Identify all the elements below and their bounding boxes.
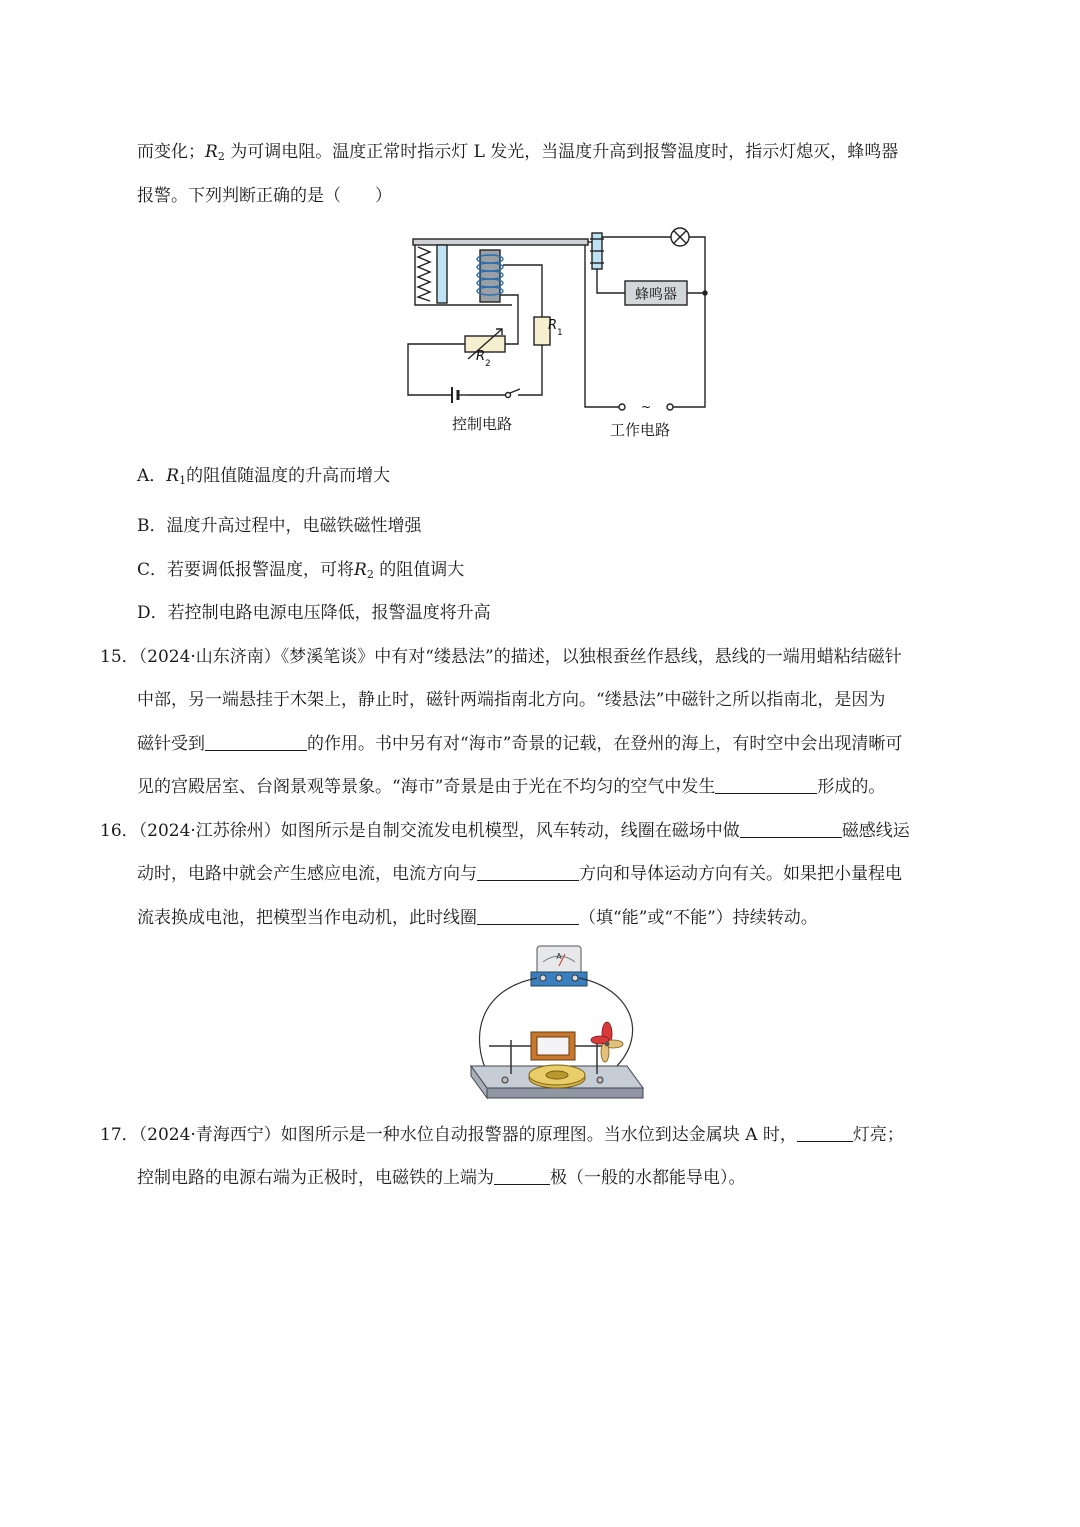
q15-blank-1[interactable] (205, 732, 307, 751)
q15-line2 (137, 687, 885, 713)
q16-text: 方向和导体运动方向有关。如果把小量程电 (579, 864, 902, 884)
r1-label: R (548, 318, 558, 333)
q15-line1 (100, 644, 902, 670)
q14-option-c (137, 557, 464, 588)
q14-text: 报警。下列判断正确的是（ ） (137, 186, 392, 206)
r2-label-sub: 2 (485, 359, 491, 369)
control-circuit-label: 控制电路 (452, 415, 513, 433)
q17-line1 (100, 1122, 904, 1148)
option-b-text: B．温度升高过程中，电磁铁磁性增强 (137, 516, 422, 536)
q14-option-a (137, 463, 390, 494)
q16-blank-2[interactable] (477, 862, 579, 881)
q15-number: 15． (100, 647, 139, 667)
q17-text: 极（一般的水都能导电）。 (550, 1168, 746, 1188)
q17-text: 灯亮； (852, 1125, 904, 1145)
q15-text: 见的宫殿居室、台阁景观等景象。“海市”奇景是由于光在不均匀的空气中发生 (137, 777, 716, 797)
armature-bar (413, 239, 588, 245)
option-c-text: C．若要调低报警温度，可将 (137, 560, 355, 580)
q16-line2 (137, 861, 902, 887)
q14-text: 为可调电阻。温度正常时指示灯 L 发光，当温度升高到报警温度时，指示灯熄灭，蜂鸣器 (224, 142, 899, 162)
option-d-text: D．若控制电路电源电压降低，报警温度将升高 (137, 603, 491, 623)
q17-line2 (137, 1165, 746, 1191)
q15-text: 磁针受到 (137, 734, 205, 754)
q17-text: （2024·青海西宁）如图所示是一种水位自动报警器的原理图。当水位到达金属块 A 时， (138, 1125, 797, 1145)
q14-r-subscript: 2 (217, 150, 225, 163)
q14-option-d (137, 600, 491, 626)
q17-blank-2[interactable] (494, 1166, 550, 1185)
option-c-text: 的阻值调大 (373, 560, 465, 580)
option-a-text: A． (137, 466, 167, 486)
ac-source-label: ~ (640, 400, 652, 414)
q16-line1 (100, 818, 910, 844)
q15-text: 的作用。书中另有对“海市”奇景的记载，在登州的海上，有时空中会出现清晰可 (307, 734, 903, 754)
q15-line3 (137, 731, 902, 757)
buzzer-label: 蜂鸣器 (635, 287, 677, 303)
q14-stem-line1 (137, 139, 898, 170)
ammeter-label: A (556, 952, 562, 961)
q17-number: 17． (100, 1125, 139, 1145)
working-circuit-label: 工作电路 (610, 421, 671, 439)
q16-text: 流表换成电池，把模型当作电动机，此时线圈 (137, 908, 477, 928)
generator-model-figure (465, 938, 645, 1113)
r2-label: R (476, 349, 486, 364)
relay-alarm-circuit-figure (400, 225, 720, 443)
q16-line3 (137, 905, 818, 931)
q14-r-symbol: R (205, 142, 218, 162)
q15-text: （2024·山东济南）《梦溪笔谈》中有对“缕悬法”的描述，以独根蚕丝作悬线，悬线的一端用蜡粘结磁针 (138, 647, 902, 667)
q16-blank-3[interactable] (477, 906, 579, 925)
q16-text: （2024·江苏徐州）如图所示是自制交流发电机模型，风车转动，线圈在磁场中做 (138, 821, 740, 841)
option-c-r: R (354, 560, 367, 580)
q14-option-b (137, 513, 422, 539)
q15-text: 中部，另一端悬挂于木架上，静止时，磁针两端指南北方向。“缕悬法”中磁针之所以指南北，是因为 (137, 690, 886, 710)
q17-text: 控制电路的电源右端为正极时，电磁铁的上端为 (137, 1168, 494, 1188)
q14-text: 而变化； (137, 142, 205, 162)
q14-stem-line2 (137, 183, 392, 209)
pivot-post (437, 245, 447, 303)
relay-spring (418, 247, 430, 301)
q15-blank-2[interactable] (715, 775, 817, 794)
q16-number: 16． (100, 821, 139, 841)
q16-text: 动时，电路中就会产生感应电流，电流方向与 (137, 864, 477, 884)
option-c-sub: 2 (366, 568, 374, 581)
q17-blank-1[interactable] (797, 1123, 853, 1142)
windmill-icon (591, 1022, 623, 1062)
q16-text: （填“能”或“不能”）持续转动。 (579, 908, 818, 928)
q16-blank-1[interactable] (740, 819, 842, 838)
option-a-sub: 1 (179, 474, 187, 487)
q15-line4 (137, 774, 885, 800)
q15-text: 形成的。 (817, 777, 886, 797)
q16-text: 磁感线运 (841, 821, 910, 841)
r1-label-sub: 1 (557, 328, 563, 338)
option-a-text: 的阻值随温度的升高而增大 (186, 466, 391, 486)
option-a-r: R (166, 466, 180, 486)
